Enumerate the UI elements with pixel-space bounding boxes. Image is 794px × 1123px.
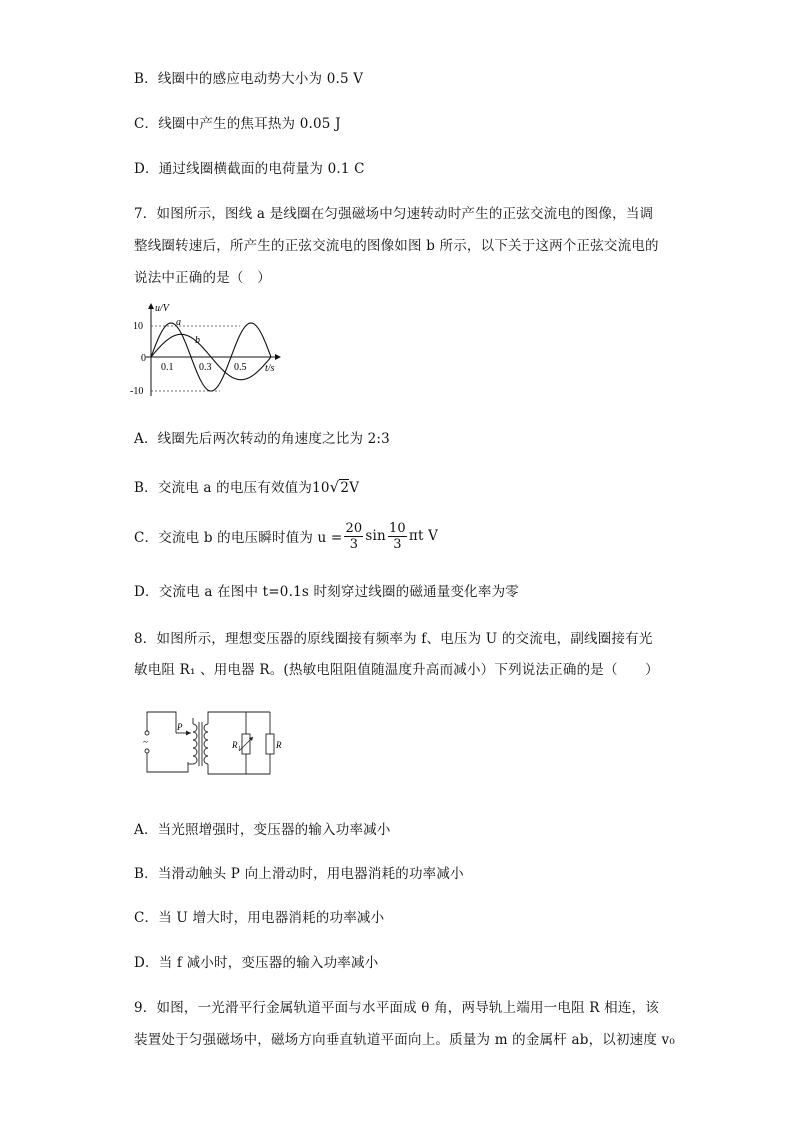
q7-option-c-frac2: $\frac{10}{3}$ — [388, 520, 406, 552]
x-tick-0.5: 0.5 — [234, 362, 247, 373]
y-axis-label: u/V — [155, 303, 169, 314]
secondary-wire-bottom — [208, 764, 270, 774]
q7-option-c-text: C．交流电 b 的电压瞬时值为 u = — [134, 530, 343, 546]
source-symbol: ~ — [143, 737, 148, 747]
q7-option-c-frac1: $\frac{20}{3}$ — [345, 520, 363, 552]
primary-wire-bottom — [147, 753, 188, 772]
q7-sine-graph — [128, 300, 288, 402]
source-terminal-top — [145, 731, 149, 735]
q7-stem-line3: 说法中正确的是（ ） — [134, 270, 271, 286]
primary-wire-top — [147, 712, 176, 733]
q7-option-b-coef: 10 — [312, 480, 330, 496]
q8-transformer-circuit — [138, 704, 300, 780]
q7-option-c — [134, 516, 438, 556]
x-axis-label: t/s — [265, 363, 275, 374]
q7-option-b: B．交流电 a 的电压有效值为10√2V — [134, 478, 360, 496]
slider-p-label: P — [177, 722, 183, 732]
resistor-r-label: R — [276, 740, 282, 750]
q7-option-b-text: B．交流电 a 的电压有效值为 — [134, 480, 313, 496]
q7-stem-line1: 7．如图所示，图线 a 是线圈在匀强磁场中匀速转动时产生的正弦交流电的图像，当调 — [134, 206, 654, 222]
q8-option-b: B．当滑动触头 P 向上滑动时，用电器消耗的功率减小 — [134, 866, 464, 882]
q8-option-d: D．当 f 减小时，变压器的输入功率减小 — [134, 955, 379, 971]
x-tick-0.3: 0.3 — [199, 362, 212, 373]
q7-stem-line2: 整线圈转速后，所产生的正弦交流电的图像如图 b 所示，以下关于这两个正弦交流电的 — [134, 238, 659, 254]
q9-stem-line2: 装置处于匀强磁场中，磁场方向垂直轨道平面向上。质量为 m 的金属杆 ab，以初速度 v₀ — [134, 1032, 675, 1048]
q8-stem-line1: 8．如图所示，理想变压器的原线圈接有频率为 f、电压为 U 的交流电，副线圈接有光 — [134, 631, 653, 647]
secondary-coil — [204, 724, 208, 764]
secondary-wire-top — [208, 712, 270, 724]
curve-a-label: a — [176, 317, 181, 328]
q6-option-d: D．通过线圈横截面的电荷量为 0.1 C — [134, 161, 365, 177]
resistor-r — [266, 734, 274, 754]
q6-option-c: C．线圈中产生的焦耳热为 0.05 J — [134, 116, 341, 132]
curve-b-label: b — [195, 335, 200, 346]
q7-option-c-sin: sin — [365, 528, 386, 544]
y-tick-10: 10 — [133, 321, 143, 332]
q7-option-c-tail: πt V — [408, 528, 439, 544]
q7-option-b-radicand: 2 — [340, 480, 350, 496]
origin-label: 0 — [141, 353, 146, 364]
q7-option-d: D．交流电 a 在图中 t=0.1s 时刻穿过线圈的磁通量变化率为零 — [134, 584, 519, 600]
q8-option-c: C．当 U 增大时，用电器消耗的功率减小 — [134, 910, 385, 926]
primary-coil — [193, 724, 197, 764]
q9-stem-line1: 9．如图，一光滑平行金属轨道平面与水平面成 θ 角，两导轨上端用一电阻 R 相连，该 — [134, 1000, 659, 1016]
q7-option-a: A．线圈先后两次转动的角速度之比为 2:3 — [134, 431, 390, 447]
y-tick-minus10: -10 — [130, 386, 144, 397]
q8-stem-line2: 敏电阻 R₁ 、用电器 R。(热敏电阻阻值随温度升高而减小）下列说法正确的是（ ） — [134, 662, 659, 678]
x-tick-0.1: 0.1 — [161, 362, 174, 373]
q6-option-b: B．线圈中的感应电动势大小为 0.5 V — [134, 71, 364, 87]
q7-option-b-unit: V — [349, 480, 360, 496]
resistor-r1-label: R₁ — [232, 740, 241, 750]
source-terminal-bottom — [145, 749, 149, 753]
q8-option-a: A．当光照增强时，变压器的输入功率减小 — [134, 822, 391, 838]
